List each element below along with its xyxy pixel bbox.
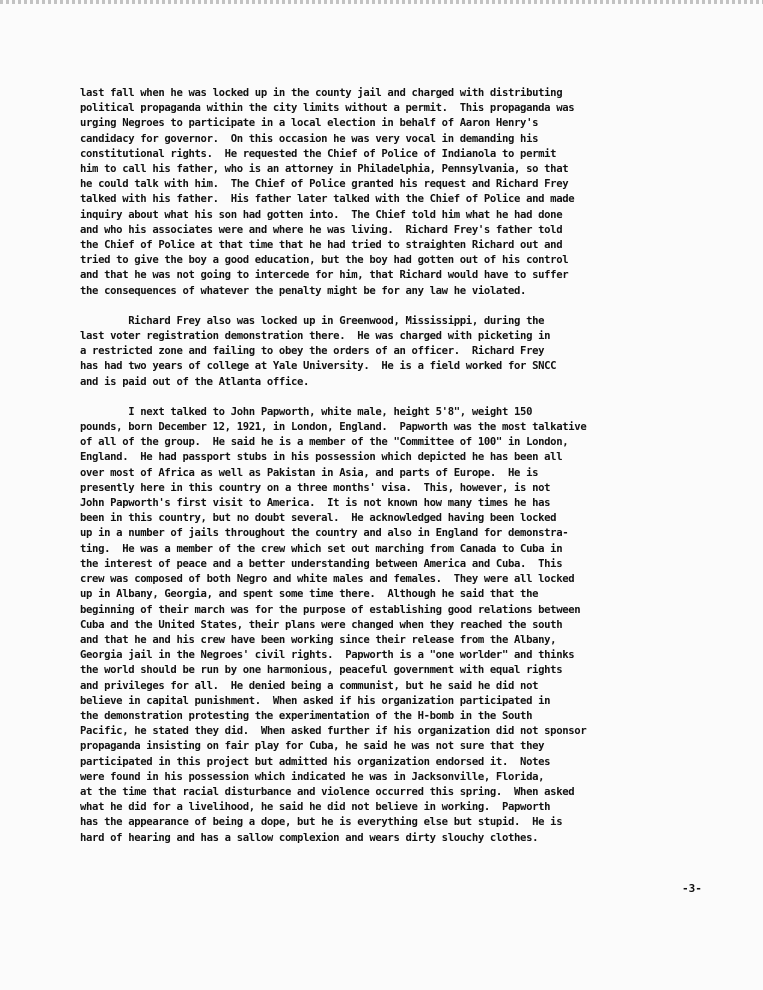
text-line: what he did for a livelihood, he said he did not believe in working. Papworth: [80, 801, 551, 814]
text-line: propaganda insisting on fair play for Cuba, he said he was not sure that they: [80, 740, 545, 753]
text-line: and that he and his crew have been working since their release from the Albany,: [80, 633, 557, 646]
paragraph-frey-greenwood: [80, 314, 720, 390]
text-line: John Papworth's first visit to America. It is not known how many times he has: [80, 497, 551, 510]
text-line: last fall when he was locked up in the county jail and charged with distributing: [80, 87, 563, 99]
text-line: he could talk with him. The Chief of Police granted his request and Richard Frey: [80, 178, 569, 191]
text-line: were found in his possession which indicated he was in Jacksonville, Florida,: [80, 770, 545, 783]
text-line: and privileges for all. He denied being a communist, but he said he did not: [80, 679, 539, 692]
page-number: -3-: [682, 882, 702, 895]
text-line: and who his associates were and where he was living. Richard Frey's father told: [80, 223, 563, 236]
text-line: of all of the group. He said he is a member of the "Committee of 100" in London,: [80, 436, 569, 449]
text-line: a restricted zone and failing to obey the orders of an officer. Richard Frey: [80, 345, 545, 358]
text-line: talked with his father. His father later talked with the Chief of Police and made: [80, 193, 575, 206]
text-line: up in Albany, Georgia, and spent some time there. Although he said that the: [80, 588, 539, 601]
text-line: the interest of peace and a better understanding between America and Cuba. This: [80, 557, 563, 570]
document-body: [80, 86, 720, 861]
text-line: and is paid out of the Atlanta office.: [80, 375, 310, 388]
text-line: him to call his father, who is an attorney in Philadelphia, Pennsylvania, so that: [80, 163, 569, 176]
text-line: at the time that racial disturbance and violence occurred this spring. When asked: [80, 785, 575, 798]
text-line: the Chief of Police at that time that he had tried to straighten Richard out and: [80, 239, 563, 252]
text-line: I next talked to John Papworth, white male, height 5'8", weight 150: [80, 405, 533, 418]
text-line: last voter registration demonstration there. He was charged with picketing in: [80, 330, 551, 343]
text-line: hard of hearing and has a sallow complexion and wears dirty slouchy clothes.: [80, 831, 539, 844]
text-line: Georgia jail in the Negroes' civil rights. Papworth is a "one worlder" and thinks: [80, 649, 575, 662]
text-line: urging Negroes to participate in a local election in behalf of Aaron Henry's: [80, 117, 539, 130]
text-line: has the appearance of being a dope, but he is everything else but stupid. He is: [80, 816, 563, 829]
text-line: over most of Africa as well as Pakistan in Asia, and parts of Europe. He is: [80, 466, 539, 479]
text-line: pounds, born December 12, 1921, in London, England. Papworth was the most talkative: [80, 421, 587, 434]
text-line: participated in this project but admitted his organization endorsed it. Notes: [80, 755, 551, 768]
text-line: believe in capital punishment. When asked if his organization participated in: [80, 694, 551, 707]
text-line: constitutional rights. He requested the Chief of Police of Indianola to permit: [80, 147, 557, 160]
text-line: been in this country, but no doubt several. He acknowledged having been locked: [80, 512, 557, 525]
text-line: ting. He was a member of the crew which set out marching from Canada to Cuba in: [80, 542, 563, 555]
text-line: Pacific, he stated they did. When asked further if his organization did not sponsor: [80, 725, 587, 738]
text-line: and that he was not going to intercede for him, that Richard would have to suffer: [80, 269, 569, 282]
text-line: beginning of their march was for the purpose of establishing good relations between: [80, 603, 581, 616]
page-top-edge: [0, 0, 763, 4]
text-line: has had two years of college at Yale University. He is a field worked for SNCC: [80, 360, 557, 373]
text-line: Cuba and the United States, their plans were changed when they reached the south: [80, 618, 563, 631]
text-line: up in a number of jails throughout the country and also in England for demonstra-: [80, 527, 569, 540]
text-line: crew was composed of both Negro and white males and females. They were all locked: [80, 573, 575, 586]
text-line: political propaganda within the city limits without a permit. This propaganda was: [80, 102, 575, 115]
text-line: tried to give the boy a good education, but the boy had gotten out of his control: [80, 254, 569, 267]
text-line: Richard Frey also was locked up in Greenwood, Mississippi, during the: [80, 314, 545, 327]
text-line: the consequences of whatever the penalty might be for any law he violated.: [80, 284, 527, 297]
paragraph-frey-father: [80, 86, 720, 299]
text-line: the world should be run by one harmonious, peaceful government with equal rights: [80, 664, 563, 677]
text-line: presently here in this country on a three months' visa. This, however, is not: [80, 481, 551, 494]
paragraph-papworth: [80, 405, 720, 846]
text-line: inquiry about what his son had gotten into. The Chief told him what he had done: [80, 208, 563, 221]
text-line: candidacy for governor. On this occasion he was very vocal in demanding his: [80, 132, 539, 145]
text-line: the demonstration protesting the experimentation of the H-bomb in the South: [80, 709, 533, 722]
text-line: England. He had passport stubs in his possession which depicted he has been all: [80, 451, 563, 464]
